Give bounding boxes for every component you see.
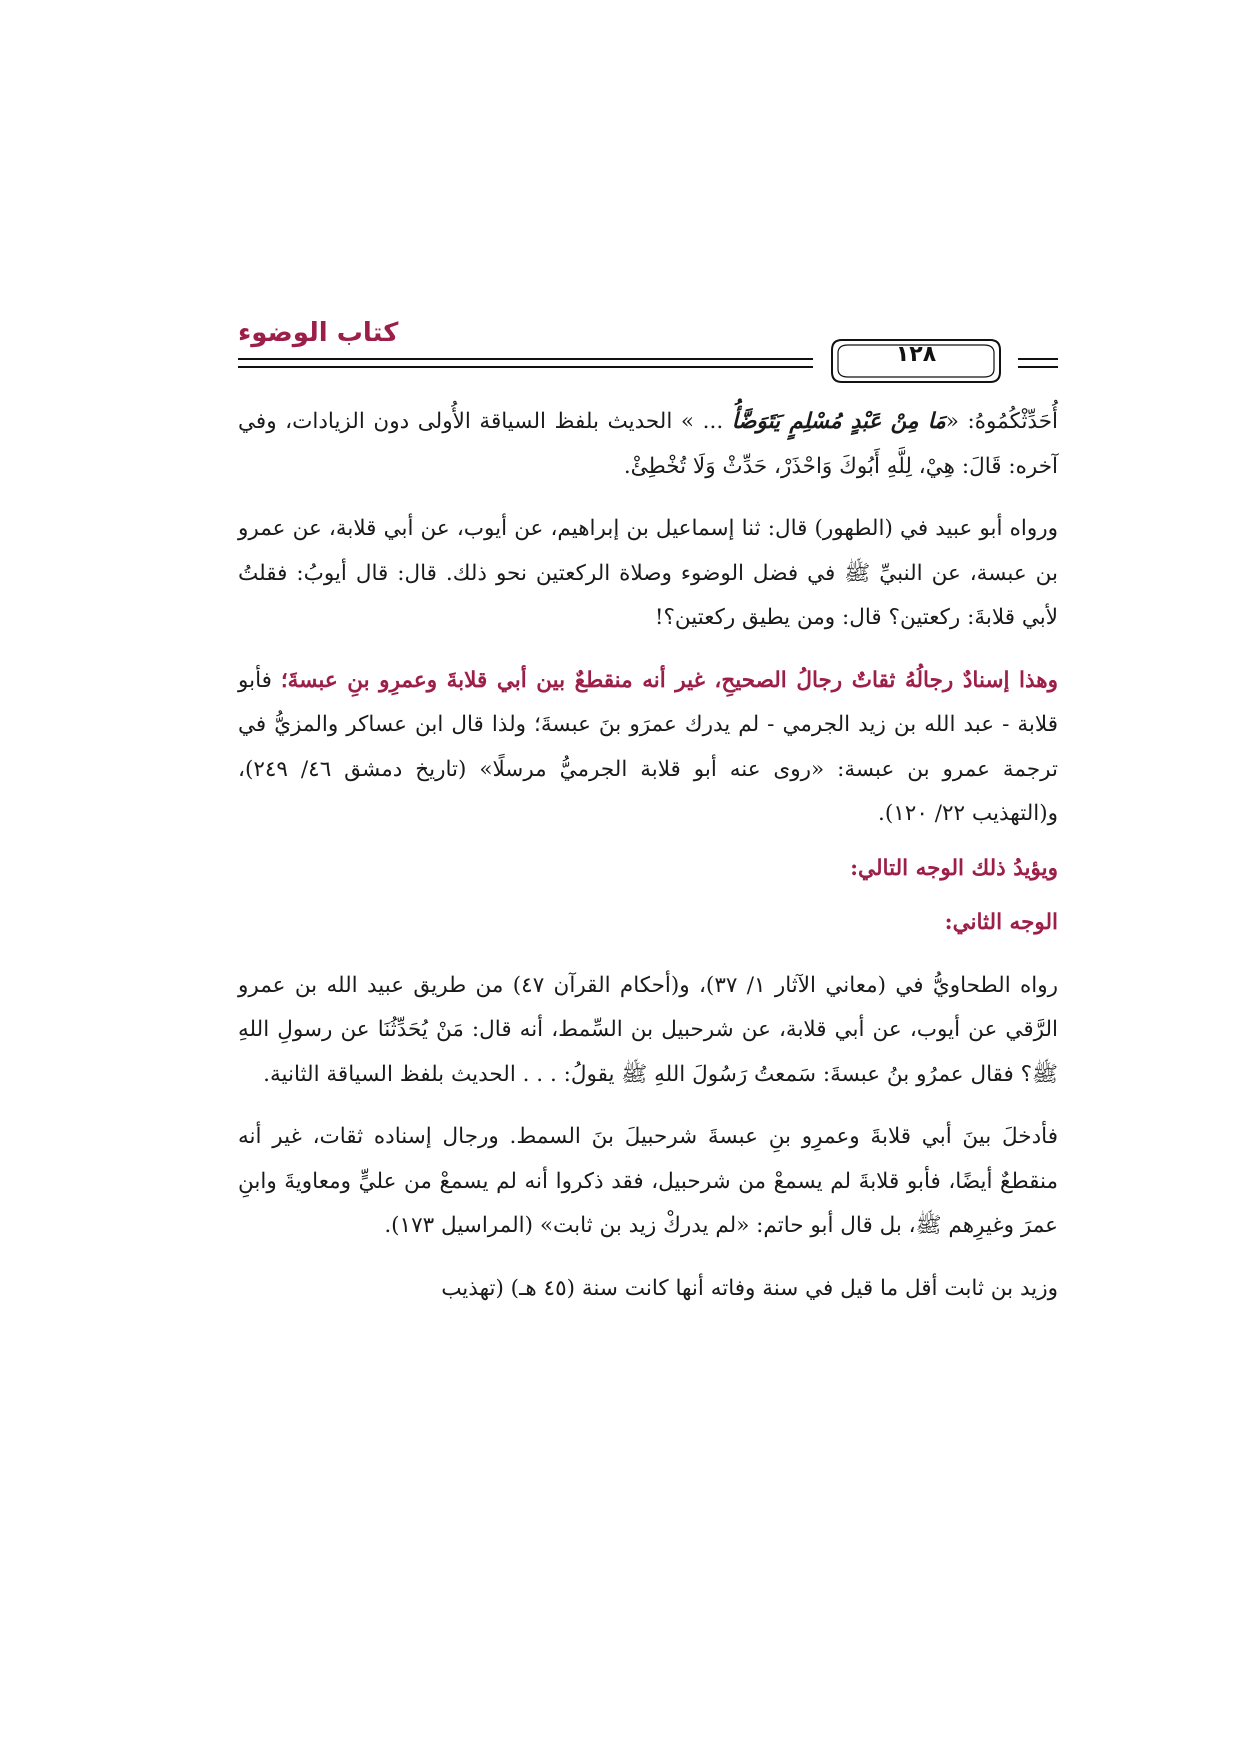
page-number-ornament xyxy=(828,338,1004,384)
text-run: أُحَدِّثْكُمُوهُ: « xyxy=(945,409,1058,434)
page-body xyxy=(238,400,1058,1311)
paragraph: ورواه أبو عبيد في (الطهور) قال: ثنا إسماعيل بن إبراهيم، عن أيوب، عن أبي قلابة، عن عمرو بن عبسة، عن النبيِّ ﷺ في فضل الوضوء وصلاة الركعتين نحو ذلك. قال: قال أيوبُ: فقلتُ لأبي قلابةَ: ركعتين؟ قال: ومن يطيق ركعتين؟! xyxy=(238,516,1058,630)
text-run: ... » الحديث بلفظ السياقة الأُولى دون الزيادات، وفي آخره: قَالَ: هِيْ، لِلَّهِ أَبُوكَ وَاحْذَرْ، حَدِّثْ وَلَا تُخْطِئْ. xyxy=(238,409,1058,479)
header-rule xyxy=(1018,358,1058,360)
header-rule xyxy=(238,358,813,360)
highlighted-ruling: وهذا إسنادٌ رجالُهُ ثقاتٌ رجالُ الصحيحِ، غير أنه منقطعٌ بين أبي قلابةَ وعمرِو بنِ عبسةَ؛ xyxy=(280,667,1058,693)
page-header xyxy=(238,318,1058,388)
paragraph xyxy=(238,659,1058,837)
header-rule xyxy=(1018,366,1058,368)
header-rule xyxy=(238,366,813,368)
paragraph: فأدخلَ بينَ أبي قلابةَ وعمرِو بنِ عبسةَ شرحبيلَ بنَ السمط. ورجال إسناده ثقات، غير أنه منقطعٌ أيضًا، فأبو قلابةَ لم يسمعْ من شرحبيل، فقد ذكروا أنه لم يسمعْ من عليٍّ ومعاويةَ وابنِ عمرَ وغيرِهم ﷺ، بل قال أبو حاتم: «لم يدركْ زيد بن ثابت» (المراسيل ١٧٣). xyxy=(238,1124,1058,1238)
paragraph: رواه الطحاويُّ في (معاني الآثار ١/ ٣٧)، و(أحكام القرآن ٤٧) من طريق عبيد الله بن عمرو الرَّقي عن أيوب، عن أبي قلابة، عن شرحبيل بن السِّمط، أنه قال: مَنْ يُحَدِّثُنَا عن رسولِ اللهِ ﷺ؟ فقال عمرُو بنُ عبسةَ: سَمعتُ رَسُولَ اللهِ ﷺ يقولُ: . . . الحديث بلفظ السياقة الثانية. xyxy=(238,972,1058,1087)
paragraph: وزيد بن ثابت أقل ما قيل في سنة وفاته أنها كانت سنة (٤٥ هـ) (تهذيب xyxy=(441,1275,1058,1301)
section-heading: الوجه الثاني: xyxy=(944,910,1058,935)
text-run: فأبو قلابة - عبد الله بن زيد الجرمي - لم يدرك عمرَو بنَ عبسةَ؛ ولذا قال ابن عساكر والمزيُّ في ترجمة عمرو بن عبسة: «روى عنه أبو قلابة الجرميُّ مرسلًا» (تاريخ دمشق ٤٦/ ٢٤٩)، و(التهذيب ٢٢/ ١٢٠). xyxy=(238,667,1059,826)
section-heading: ويؤيدُ ذلك الوجه التالي: xyxy=(850,855,1058,881)
page-number: ١٢٨ xyxy=(895,342,937,367)
book-title: كتاب الوضوء xyxy=(238,318,399,348)
paragraph xyxy=(238,400,1058,489)
hadith-quote: مَا مِنْ عَبْدٍ مُسْلِمٍ يَتَوَضَّأُ xyxy=(731,409,946,434)
